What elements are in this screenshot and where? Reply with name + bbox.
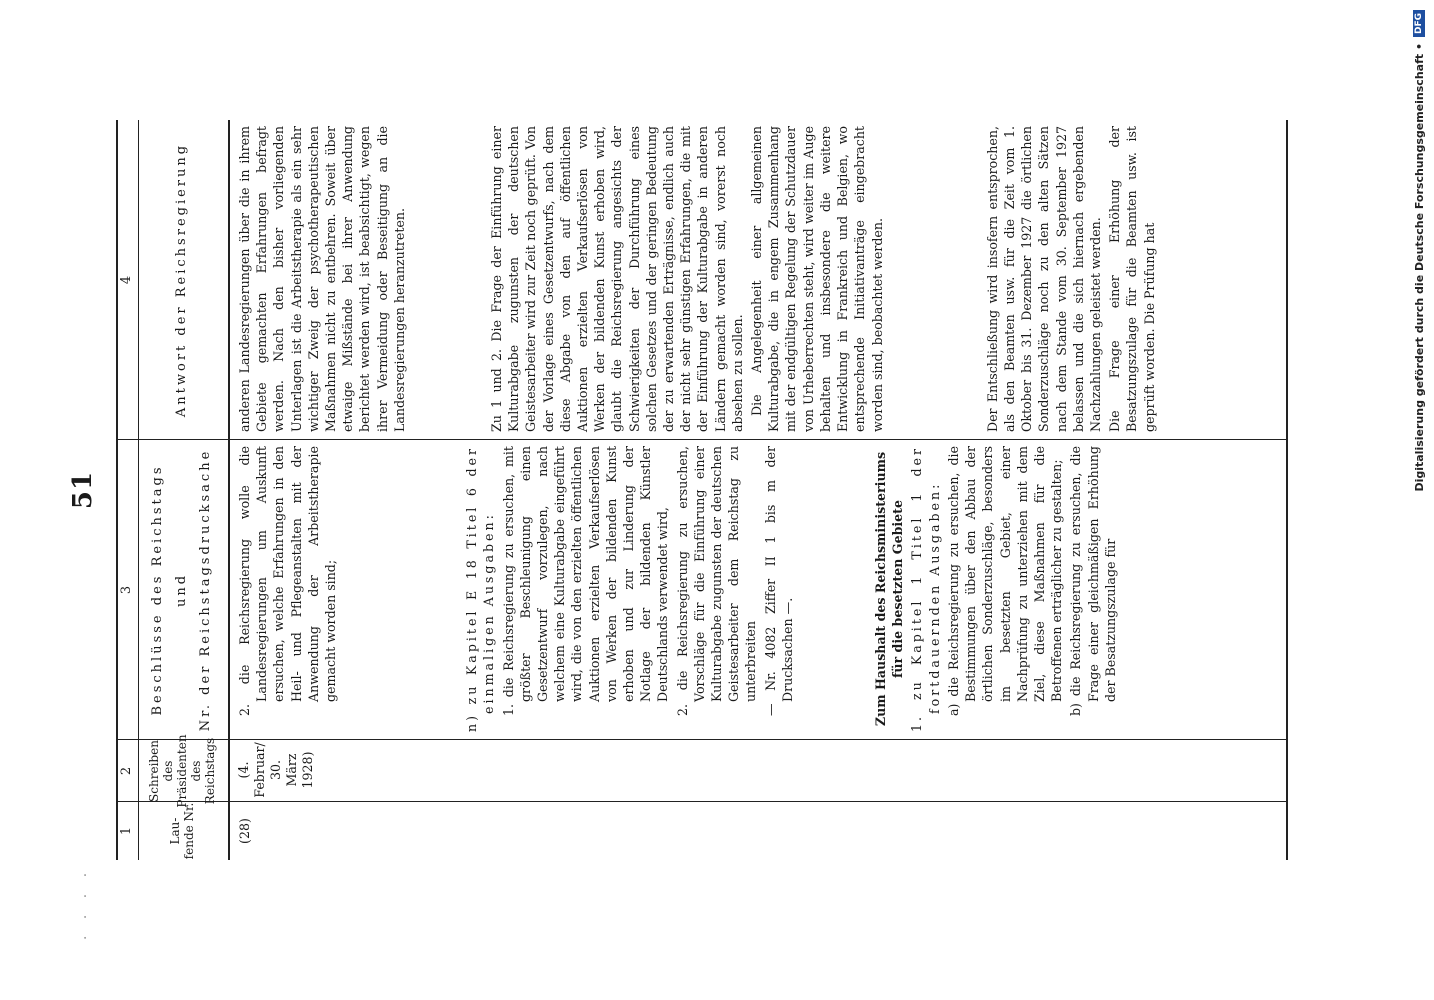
entry-letter-date: (4. Februar/ 30. März 1928) xyxy=(236,742,315,798)
resolution-n-1: 1. die Reichsregierung zu ersuchen, mit größter Beschleunigung einen Gesetzentwurf vorzulegen, nach welchem eine Kulturabgabe eingeführt wird, die von den erzielten öffentlichen Auktionen erzielten Verkaufserlösen von Werken der bildenden Kunst erhoben und zur Linderung der Notlage der bildenden Künstler Deutschlands verwendet wird, xyxy=(500,446,671,716)
section-heading-occupied-territories: Zum Haushalt des Reichsministeriums für die besetzten Gebiete xyxy=(873,451,906,727)
resolution-section-a: a) die Reichsregierung zu ersuchen, die Bestimmungen über den Abbau der örtlichen Sonderzuschläge, besonders im besetzten Gebiet, einer Nachprüfung zu unterziehen mit dem Ziel, diese Maßnahmen für die Betroffenen erträglicher zu gestalten; xyxy=(945,446,1065,716)
funding-note: Digitalisierung gefördert durch die Deutsche Forschungsgemeinschaft • xyxy=(1412,43,1426,492)
header-resolutions-line3: Nr. der Reichstagsdrucksache xyxy=(198,448,213,732)
answer-paragraph-2: Zu 1 und 2. Die Frage der Einführung einer Kulturabgabe zugunsten der deutschen Geistesarbeiter wird zur Zeit noch geprüft. Von der Vorlage eines Gesetzentwurfs, nach dem diese Abgabe von den auf öffentlichen Auktionen erzielten Verkaufserlösen von Werken der bildenden Kunst erhoben wird, glaubt die Reichsregierung angesichts der Schwierigkeiten der Durchführung eines solchen Gesetzes und der geringen Bedeutung der zu erwartenden Erträgnisse, endlich auch der nicht sehr günstigen Erfahrungen, die mit der Einführung der Kulturabgabe in anderen Ländern gemacht worden sind, vorerst noch absehen zu sollen. xyxy=(489,126,745,432)
answer-paragraph-1: anderen Landesregierungen über die in ihrem Gebiete gemachten Erfahrungen befragt werden. Nach den bisher vorliegenden Unterlagen ist die Arbeitstherapie als ein sehr wichtiger Zweig der psychotherapeutischen Maßnahmen nicht zu entbehren. Soweit über etwaige Mißstände bei ihrer Anwendung berichtet werden wird, ist beabsichtigt, wegen ihrer Vermeidung oder Beseitigung an die Landesregierungen heranzutreten. xyxy=(237,126,407,432)
entry-number: (28) xyxy=(237,818,252,844)
resolution-n-heading: n) zu Kapitel E 18 Titel 6 der einmaligen Ausgaben: xyxy=(464,446,497,732)
column-number-2: 2 xyxy=(119,766,134,776)
header-running-number: Lau- fende Nr. xyxy=(168,802,196,860)
page-marks: · · · · xyxy=(78,866,94,940)
page-number: 51 xyxy=(68,470,98,510)
funding-sidebar-inner xyxy=(1405,10,1433,990)
header-letter-of-president: Schreiben des Präsidenten des Reichstags xyxy=(147,734,217,808)
funding-sidebar xyxy=(1405,10,1433,990)
answer-paragraph-5: Die Frage einer Erhöhung der Besatzungszulage für die Beamten usw. ist geprüft worden. Die Prüfung hat xyxy=(1107,126,1157,432)
header-resolutions-line1: Beschlüsse des Reichstags xyxy=(150,464,165,716)
resolutions-text xyxy=(236,446,1121,732)
resolution-n-reference: — Nr. 4082 Ziffer II 1 bis m der Drucksachen —. xyxy=(762,446,795,716)
dfg-logo: DFG xyxy=(1413,10,1425,37)
government-answer-text xyxy=(236,126,1160,432)
header-resolutions xyxy=(136,440,228,740)
resolution-n-2: 2. die Reichsregierung zu ersuchen, Vorschläge für die Einführung einer Kulturabgabe zugunsten der deutschen Geistesarbeiter dem Reichstag zu unterbreiten xyxy=(674,446,759,716)
header-resolutions-line2: und xyxy=(174,572,189,608)
answer-paragraph-3: Die Angelegenheit einer allgemeinen Kulturabgabe, die in engem Zusammenhang mit der endgültigen Regelung der Schutzdauer von Urheberrechten steht, wird weiter im Auge behalten und insbesondere die weitere Entwicklung in Frankreich und Belgien, wo entsprechende Initiativanträge eingebracht worden sind, beobachtet werden. xyxy=(749,126,885,432)
column-number-4: 4 xyxy=(119,275,134,285)
table-header xyxy=(136,120,230,860)
resolution-section-b: b) die Reichsregierung zu ersuchen, die Frage einer gleichmäßigen Erhöhung der Besatzungszulage für xyxy=(1068,446,1118,716)
column-number-1: 1 xyxy=(119,826,134,836)
header-government-answer: Antwort der Reichsregierung xyxy=(174,142,189,418)
column-number-3: 3 xyxy=(119,585,134,595)
resolutions-table xyxy=(136,120,1288,860)
resolution-item-2: 2. die Reichsregierung wolle die Landesregierungen um Auskunft ersuchen, welche Erfahrungen in den Heil- und Pflegeanstalten mit der Anwendung der Arbeitstherapie gemacht worden sind; xyxy=(237,446,339,716)
answer-paragraph-4: Der Entschließung wird insofern entsprochen, als den Beamten usw. für die Zeit vom 1. Oktober bis 31. Dezember 1927 die örtlichen Sonderzuschläge noch zu den alten Sätzen nach dem Stande vom 30. September 1927 belassen und die sich hiernach ergebenden Nachzahlungen geleistet werden. xyxy=(984,126,1103,432)
resolution-section-1: 1. zu Kapitel 1 Titel 1 der fortdauernden Ausgaben: xyxy=(909,446,942,732)
